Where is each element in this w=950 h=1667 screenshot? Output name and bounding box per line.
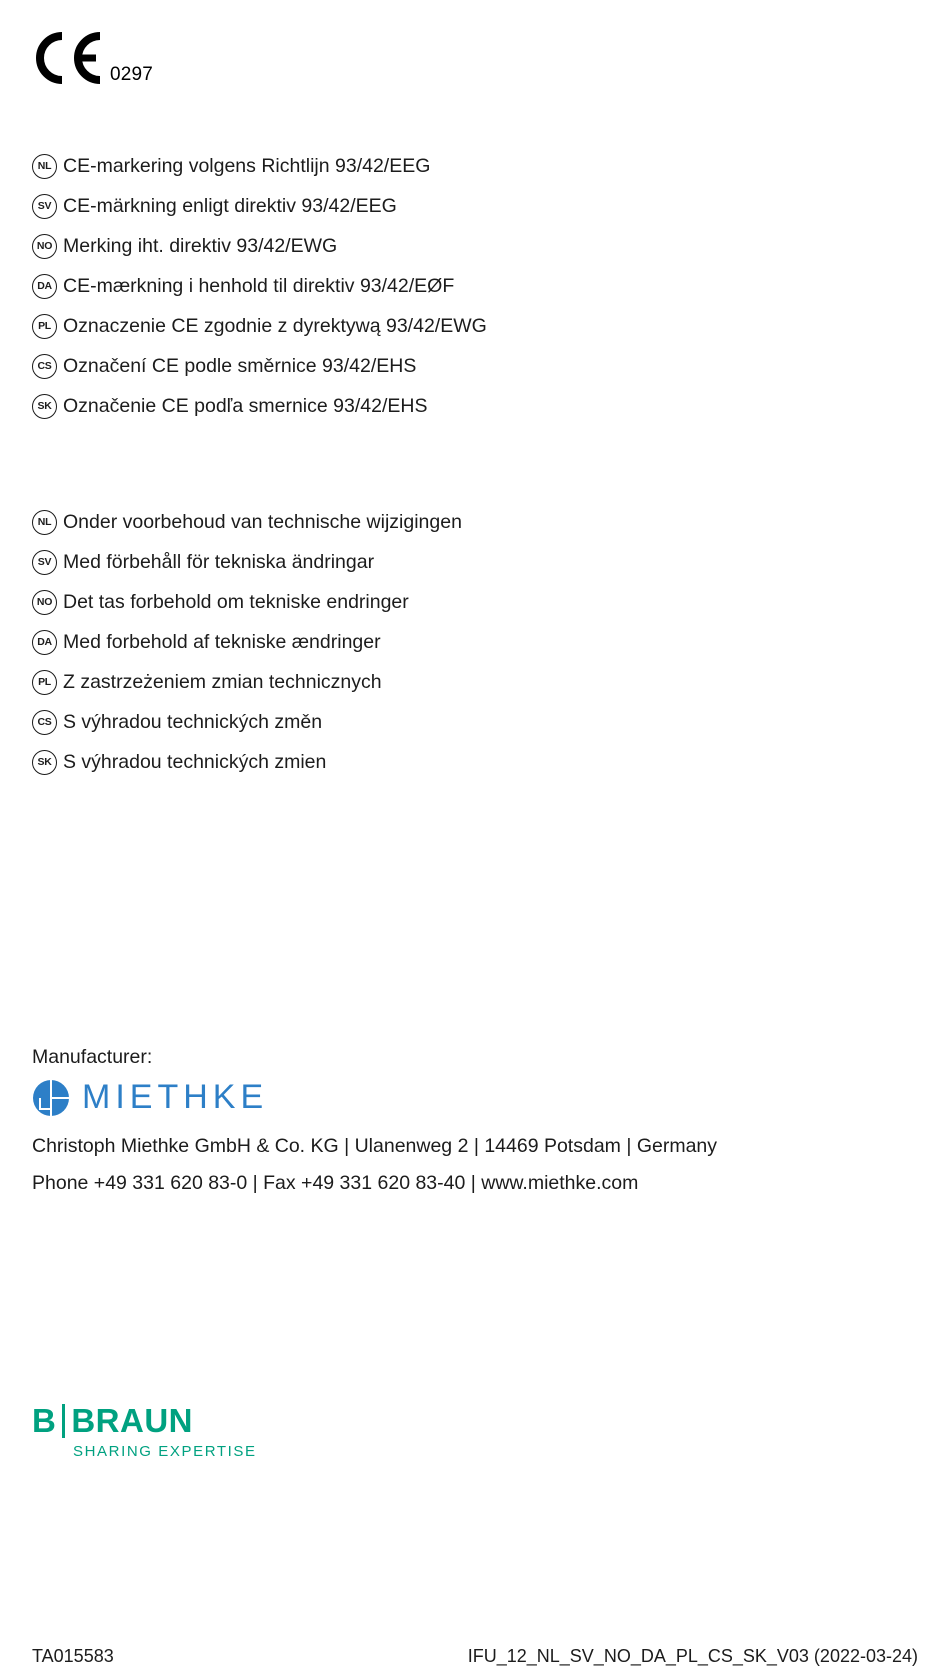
technical-change-statements	[32, 502, 462, 782]
list-item	[32, 662, 462, 702]
list-item	[32, 306, 487, 346]
language-badge-sv: SV	[32, 194, 57, 219]
statement-text: Označenie CE podľa smernice 93/42/EHS	[63, 394, 428, 417]
statement-text: CE-märkning enligt direktiv 93/42/EEG	[63, 194, 397, 217]
bbraun-logo	[32, 1403, 262, 1465]
list-item	[32, 266, 487, 306]
language-badge-da: DA	[32, 274, 57, 299]
list-item	[32, 702, 462, 742]
language-badge-cs: CS	[32, 354, 57, 379]
bbraun-letter-b: B	[32, 1402, 57, 1439]
statement-text: CE-markering volgens Richtlijn 93/42/EEG	[63, 154, 431, 177]
language-badge-pl: PL	[32, 314, 57, 339]
list-item	[32, 186, 487, 226]
language-badge-nl: NL	[32, 510, 57, 535]
statement-text: CE-mærkning i henhold til direktiv 93/42/EØF	[63, 274, 455, 297]
statement-text: Med förbehåll för tekniska ändringar	[63, 550, 375, 573]
list-item	[32, 502, 462, 542]
ce-mark-icon	[32, 30, 104, 86]
notified-body-number: 0297	[110, 64, 154, 85]
language-badge-cs: CS	[32, 710, 57, 735]
bbraun-wordmark	[32, 1403, 262, 1439]
language-badge-pl: PL	[32, 670, 57, 695]
ce-marking-statements	[32, 146, 487, 426]
language-badge-nl: NL	[32, 154, 57, 179]
statement-text: Med forbehold af tekniske ændringer	[63, 630, 381, 653]
statement-text: Oznaczenie CE zgodnie z dyrektywą 93/42/EWG	[63, 314, 487, 337]
bbraun-name: BRAUN	[71, 1402, 194, 1439]
language-badge-sk: SK	[32, 750, 57, 775]
miethke-logo-icon	[32, 1079, 70, 1117]
statement-text: Onder voorbehoud van technische wijzigingen	[63, 510, 462, 533]
list-item	[32, 742, 462, 782]
statement-text: Det tas forbehold om tekniske endringer	[63, 590, 409, 613]
manufacturer-address: Christoph Miethke GmbH & Co. KG | Ulanenweg 2 | 14469 Potsdam | Germany	[32, 1135, 718, 1157]
list-item	[32, 622, 462, 662]
list-item	[32, 582, 462, 622]
ifu-reference: IFU_12_NL_SV_NO_DA_PL_CS_SK_V03 (2022-03-24)	[467, 1646, 918, 1666]
manufacturer-label: Manufacturer:	[32, 1046, 153, 1068]
statement-text: Merking iht. direktiv 93/42/EWG	[63, 234, 338, 257]
bbraun-divider	[62, 1404, 65, 1438]
statement-text: S výhradou technických zmien	[63, 750, 327, 773]
document-code: TA015583	[32, 1646, 114, 1666]
miethke-logo	[32, 1078, 268, 1117]
statement-text: S výhradou technických změn	[63, 710, 323, 733]
statement-text: Označení CE podle směrnice 93/42/EHS	[63, 354, 417, 377]
bbraun-tagline: SHARING EXPERTISE	[73, 1443, 257, 1460]
list-item	[32, 386, 487, 426]
manufacturer-contact: Phone +49 331 620 83-0 | Fax +49 331 620 83-40 | www.miethke.com	[32, 1172, 639, 1194]
list-item	[32, 146, 487, 186]
language-badge-no: NO	[32, 234, 57, 259]
language-badge-sv: SV	[32, 550, 57, 575]
language-badge-no: NO	[32, 590, 57, 615]
statement-text: Z zastrzeżeniem zmian technicznych	[63, 670, 382, 693]
list-item	[32, 226, 487, 266]
miethke-wordmark: MIETHKE	[82, 1078, 269, 1116]
ce-mark	[32, 30, 153, 86]
language-badge-sk: SK	[32, 394, 57, 419]
language-badge-da: DA	[32, 630, 57, 655]
list-item	[32, 542, 462, 582]
list-item	[32, 346, 487, 386]
